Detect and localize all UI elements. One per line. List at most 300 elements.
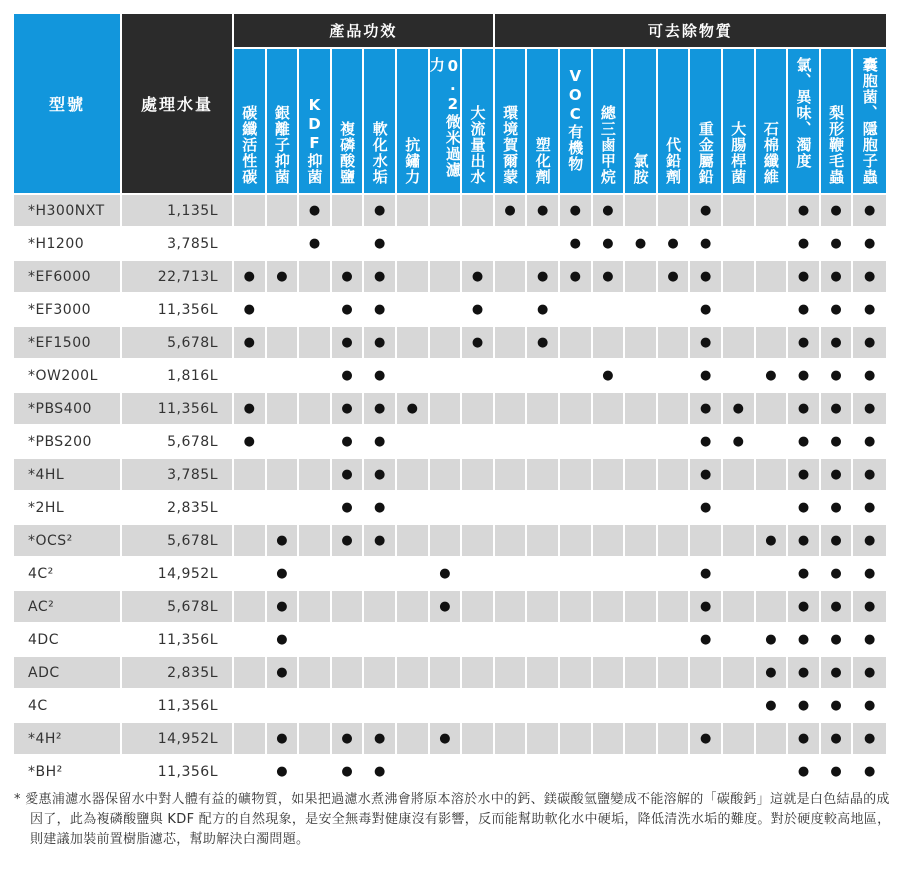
column-header-label: 大流量出水 <box>468 105 487 185</box>
empty-cell <box>397 525 428 556</box>
empty-cell <box>625 261 656 292</box>
feature-dot: ● <box>821 195 852 226</box>
feature-dot: ● <box>364 492 395 523</box>
feature-dot: ● <box>690 360 721 391</box>
empty-cell <box>462 426 493 457</box>
empty-cell <box>495 327 526 358</box>
feature-dot: ● <box>234 294 265 325</box>
empty-cell <box>527 591 558 622</box>
empty-cell <box>299 690 330 721</box>
feature-dot: ● <box>690 261 721 292</box>
empty-cell <box>462 195 493 226</box>
column-header-label: 囊胞菌、隱胞子蟲 <box>860 57 879 185</box>
empty-cell <box>267 195 298 226</box>
empty-cell <box>756 558 787 589</box>
feature-dot: ● <box>560 228 591 259</box>
feature-dot: ● <box>267 756 298 787</box>
column-header <box>821 49 852 193</box>
empty-cell <box>593 756 624 787</box>
empty-cell <box>234 591 265 622</box>
empty-cell <box>593 426 624 457</box>
feature-dot: ● <box>267 657 298 688</box>
feature-dot: ● <box>267 624 298 655</box>
row-model: *PBS200 <box>14 426 120 457</box>
feature-dot: ● <box>690 459 721 490</box>
row-capacity: 11,356L <box>122 393 232 424</box>
feature-dot: ● <box>853 723 886 754</box>
empty-cell <box>560 294 591 325</box>
feature-dot: ● <box>788 393 819 424</box>
feature-dot: ● <box>788 459 819 490</box>
feature-dot: ● <box>690 228 721 259</box>
empty-cell <box>723 558 754 589</box>
empty-cell <box>625 426 656 457</box>
empty-cell <box>430 690 461 721</box>
empty-cell <box>234 195 265 226</box>
feature-dot: ● <box>821 459 852 490</box>
row-model: *OW200L <box>14 360 120 391</box>
feature-dot: ● <box>690 591 721 622</box>
empty-cell <box>658 657 689 688</box>
column-header <box>853 49 886 193</box>
empty-cell <box>593 624 624 655</box>
column-header-label: 複磷酸鹽 <box>338 121 357 185</box>
row-model: *H300NXT <box>14 195 120 226</box>
feature-dot: ● <box>593 261 624 292</box>
empty-cell <box>723 690 754 721</box>
feature-dot: ● <box>821 690 852 721</box>
column-header <box>234 49 265 193</box>
empty-cell <box>593 657 624 688</box>
feature-dot: ● <box>756 360 787 391</box>
feature-dot: ● <box>788 591 819 622</box>
row-model: *H1200 <box>14 228 120 259</box>
empty-cell <box>234 360 265 391</box>
empty-cell <box>625 393 656 424</box>
row-capacity: 5,678L <box>122 591 232 622</box>
empty-cell <box>397 195 428 226</box>
empty-cell <box>397 690 428 721</box>
capacity-header: 處理水量 <box>122 14 232 193</box>
column-header <box>495 49 526 193</box>
feature-dot: ● <box>853 261 886 292</box>
feature-dot: ● <box>332 393 363 424</box>
feature-dot: ● <box>593 195 624 226</box>
feature-dot: ● <box>690 723 721 754</box>
row-model: *4H² <box>14 723 120 754</box>
empty-cell <box>723 492 754 523</box>
feature-dot: ● <box>788 360 819 391</box>
empty-cell <box>299 327 330 358</box>
feature-dot: ● <box>430 723 461 754</box>
feature-dot: ● <box>364 195 395 226</box>
empty-cell <box>430 195 461 226</box>
feature-dot: ● <box>364 360 395 391</box>
feature-dot: ● <box>527 294 558 325</box>
feature-dot: ● <box>788 657 819 688</box>
column-header <box>625 49 656 193</box>
empty-cell <box>658 723 689 754</box>
column-header-label: 代鉛劑 <box>664 137 683 185</box>
feature-dot: ● <box>853 657 886 688</box>
empty-cell <box>625 723 656 754</box>
empty-cell <box>560 591 591 622</box>
empty-cell <box>756 723 787 754</box>
feature-dot: ● <box>853 756 886 787</box>
empty-cell <box>495 261 526 292</box>
empty-cell <box>332 558 363 589</box>
feature-dot: ● <box>495 195 526 226</box>
empty-cell <box>430 294 461 325</box>
feature-dot: ● <box>821 360 852 391</box>
empty-cell <box>332 690 363 721</box>
empty-cell <box>560 690 591 721</box>
feature-dot: ● <box>788 228 819 259</box>
empty-cell <box>397 294 428 325</box>
column-header-label: VOC有機物 <box>566 67 585 172</box>
feature-dot: ● <box>788 294 819 325</box>
empty-cell <box>495 426 526 457</box>
empty-cell <box>625 525 656 556</box>
feature-dot: ● <box>690 426 721 457</box>
empty-cell <box>658 195 689 226</box>
empty-cell <box>495 657 526 688</box>
empty-cell <box>397 558 428 589</box>
empty-cell <box>625 327 656 358</box>
empty-cell <box>267 426 298 457</box>
feature-dot: ● <box>821 624 852 655</box>
empty-cell <box>527 525 558 556</box>
empty-cell <box>332 624 363 655</box>
feature-dot: ● <box>364 756 395 787</box>
empty-cell <box>625 591 656 622</box>
row-model: *OCS² <box>14 525 120 556</box>
empty-cell <box>625 195 656 226</box>
feature-dot: ● <box>853 591 886 622</box>
feature-dot: ● <box>690 624 721 655</box>
empty-cell <box>462 228 493 259</box>
empty-cell <box>593 327 624 358</box>
row-capacity: 5,678L <box>122 327 232 358</box>
empty-cell <box>430 459 461 490</box>
feature-dot: ● <box>821 723 852 754</box>
empty-cell <box>756 426 787 457</box>
empty-cell <box>658 393 689 424</box>
feature-dot: ● <box>234 327 265 358</box>
column-header-label: 氯、異味、濁度 <box>794 57 813 169</box>
empty-cell <box>690 690 721 721</box>
feature-dot: ● <box>332 327 363 358</box>
empty-cell <box>723 327 754 358</box>
feature-dot: ● <box>527 327 558 358</box>
empty-cell <box>723 591 754 622</box>
column-header-label: 銀離子抑菌 <box>272 105 291 185</box>
feature-dot: ● <box>788 690 819 721</box>
column-header <box>397 49 428 193</box>
feature-dot: ● <box>364 426 395 457</box>
empty-cell <box>299 261 330 292</box>
empty-cell <box>658 624 689 655</box>
empty-cell <box>625 690 656 721</box>
feature-dot: ● <box>332 492 363 523</box>
row-model: *EF3000 <box>14 294 120 325</box>
column-header-label: 重金屬鉛 <box>696 121 715 185</box>
empty-cell <box>658 360 689 391</box>
empty-cell <box>625 360 656 391</box>
empty-cell <box>723 294 754 325</box>
empty-cell <box>430 756 461 787</box>
empty-cell <box>462 723 493 754</box>
empty-cell <box>723 624 754 655</box>
feature-dot: ● <box>397 393 428 424</box>
empty-cell <box>593 525 624 556</box>
empty-cell <box>625 558 656 589</box>
empty-cell <box>756 228 787 259</box>
column-header <box>527 49 558 193</box>
empty-cell <box>267 690 298 721</box>
feature-dot: ● <box>821 525 852 556</box>
feature-dot: ● <box>788 756 819 787</box>
feature-dot: ● <box>788 261 819 292</box>
empty-cell <box>527 723 558 754</box>
empty-cell <box>430 393 461 424</box>
empty-cell <box>397 228 428 259</box>
row-capacity: 14,952L <box>122 723 232 754</box>
row-capacity: 5,678L <box>122 525 232 556</box>
empty-cell <box>234 558 265 589</box>
empty-cell <box>299 492 330 523</box>
empty-cell <box>299 393 330 424</box>
feature-dot: ● <box>462 261 493 292</box>
feature-dot: ● <box>364 723 395 754</box>
feature-dot: ● <box>788 624 819 655</box>
empty-cell <box>267 294 298 325</box>
column-header-label: 0.2微米過濾力 <box>427 57 462 178</box>
column-header <box>267 49 298 193</box>
empty-cell <box>593 459 624 490</box>
empty-cell <box>593 294 624 325</box>
empty-cell <box>430 426 461 457</box>
feature-dot: ● <box>234 393 265 424</box>
feature-dot: ● <box>234 261 265 292</box>
empty-cell <box>690 756 721 787</box>
feature-dot: ● <box>853 294 886 325</box>
empty-cell <box>364 690 395 721</box>
empty-cell <box>299 426 330 457</box>
feature-dot: ● <box>332 756 363 787</box>
feature-dot: ● <box>853 360 886 391</box>
feature-dot: ● <box>821 294 852 325</box>
empty-cell <box>332 195 363 226</box>
feature-dot: ● <box>690 393 721 424</box>
empty-cell <box>560 723 591 754</box>
feature-dot: ● <box>756 525 787 556</box>
row-capacity: 3,785L <box>122 459 232 490</box>
feature-dot: ● <box>332 723 363 754</box>
feature-dot: ● <box>821 756 852 787</box>
empty-cell <box>593 591 624 622</box>
feature-dot: ● <box>527 195 558 226</box>
empty-cell <box>560 393 591 424</box>
empty-cell <box>364 657 395 688</box>
empty-cell <box>397 723 428 754</box>
row-capacity: 11,356L <box>122 690 232 721</box>
empty-cell <box>299 558 330 589</box>
feature-dot: ● <box>853 624 886 655</box>
feature-dot: ● <box>821 492 852 523</box>
feature-dot: ● <box>332 525 363 556</box>
empty-cell <box>397 591 428 622</box>
empty-cell <box>756 459 787 490</box>
column-header-label: 氯胺 <box>631 153 650 185</box>
footnote: * 愛惠浦濾水器保留水中對人體有益的礦物質，如果把過濾水煮沸會將原本溶於水中的鈣、鎂碳酸氫鹽變成不能溶解的「碳酸鈣」這就是白色結晶的成因了，此為複磷酸鹽與 KDF 配方的自然現象，是安全無毒對健康沒有影響，反而能幫助軟化水中硬垢，降低清洗水垢的難度。對於硬度較高地區，則建議加裝前置樹脂濾芯，幫助解決白濁問題。 <box>14 792 891 847</box>
row-model: *EF1500 <box>14 327 120 358</box>
empty-cell <box>397 426 428 457</box>
empty-cell <box>299 591 330 622</box>
empty-cell <box>267 393 298 424</box>
empty-cell <box>560 426 591 457</box>
row-model: *BH² <box>14 756 120 787</box>
empty-cell <box>430 228 461 259</box>
column-header <box>788 49 819 193</box>
feature-dot: ● <box>690 195 721 226</box>
empty-cell <box>234 525 265 556</box>
feature-dot: ● <box>364 525 395 556</box>
column-header <box>299 49 330 193</box>
feature-dot: ● <box>690 327 721 358</box>
column-header <box>690 49 721 193</box>
row-capacity: 1,816L <box>122 360 232 391</box>
feature-dot: ● <box>364 261 395 292</box>
empty-cell <box>690 657 721 688</box>
feature-dot: ● <box>560 261 591 292</box>
empty-cell <box>495 360 526 391</box>
feature-dot: ● <box>527 261 558 292</box>
empty-cell <box>527 690 558 721</box>
feature-dot: ● <box>658 261 689 292</box>
feature-dot: ● <box>756 624 787 655</box>
feature-dot: ● <box>723 426 754 457</box>
column-header-label: 抗鏽力 <box>403 137 422 185</box>
empty-cell <box>527 393 558 424</box>
column-header-label: 總三鹵甲烷 <box>598 105 617 185</box>
empty-cell <box>364 558 395 589</box>
feature-dot: ● <box>788 492 819 523</box>
row-model: *4HL <box>14 459 120 490</box>
empty-cell <box>397 360 428 391</box>
empty-cell <box>495 393 526 424</box>
feature-dot: ● <box>853 228 886 259</box>
empty-cell <box>495 459 526 490</box>
empty-cell <box>495 228 526 259</box>
empty-cell <box>299 657 330 688</box>
row-model: *2HL <box>14 492 120 523</box>
empty-cell <box>397 756 428 787</box>
group-header-effects: 產品功效 <box>234 14 493 47</box>
column-header <box>658 49 689 193</box>
empty-cell <box>560 558 591 589</box>
empty-cell <box>397 327 428 358</box>
empty-cell <box>495 492 526 523</box>
feature-dot: ● <box>821 261 852 292</box>
feature-dot: ● <box>364 228 395 259</box>
empty-cell <box>625 657 656 688</box>
empty-cell <box>658 525 689 556</box>
empty-cell <box>234 459 265 490</box>
feature-dot: ● <box>299 228 330 259</box>
empty-cell <box>625 492 656 523</box>
row-capacity: 2,835L <box>122 657 232 688</box>
column-header <box>364 49 395 193</box>
empty-cell <box>625 459 656 490</box>
feature-dot: ● <box>821 591 852 622</box>
empty-cell <box>658 426 689 457</box>
row-capacity: 1,135L <box>122 195 232 226</box>
column-header <box>756 49 787 193</box>
empty-cell <box>527 492 558 523</box>
empty-cell <box>462 657 493 688</box>
feature-dot: ● <box>234 426 265 457</box>
feature-dot: ● <box>267 723 298 754</box>
empty-cell <box>430 327 461 358</box>
empty-cell <box>658 492 689 523</box>
feature-dot: ● <box>267 525 298 556</box>
feature-dot: ● <box>332 426 363 457</box>
empty-cell <box>560 657 591 688</box>
empty-cell <box>332 591 363 622</box>
empty-cell <box>234 228 265 259</box>
empty-cell <box>658 327 689 358</box>
feature-dot: ● <box>332 459 363 490</box>
empty-cell <box>658 591 689 622</box>
feature-dot: ● <box>853 690 886 721</box>
empty-cell <box>756 393 787 424</box>
empty-cell <box>364 624 395 655</box>
feature-dot: ● <box>430 591 461 622</box>
empty-cell <box>267 228 298 259</box>
empty-cell <box>397 657 428 688</box>
empty-cell <box>593 492 624 523</box>
row-capacity: 11,356L <box>122 756 232 787</box>
empty-cell <box>462 525 493 556</box>
empty-cell <box>495 756 526 787</box>
empty-cell <box>495 723 526 754</box>
empty-cell <box>527 360 558 391</box>
empty-cell <box>527 558 558 589</box>
empty-cell <box>299 294 330 325</box>
empty-cell <box>560 756 591 787</box>
empty-cell <box>593 690 624 721</box>
empty-cell <box>723 459 754 490</box>
feature-dot: ● <box>332 360 363 391</box>
empty-cell <box>495 294 526 325</box>
empty-cell <box>495 525 526 556</box>
feature-dot: ● <box>853 426 886 457</box>
row-model: AC² <box>14 591 120 622</box>
empty-cell <box>560 327 591 358</box>
empty-cell <box>527 624 558 655</box>
empty-cell <box>299 360 330 391</box>
feature-dot: ● <box>690 558 721 589</box>
column-header <box>593 49 624 193</box>
row-capacity: 11,356L <box>122 624 232 655</box>
empty-cell <box>430 360 461 391</box>
empty-cell <box>267 360 298 391</box>
row-model: ADC <box>14 657 120 688</box>
empty-cell <box>495 690 526 721</box>
row-capacity: 3,785L <box>122 228 232 259</box>
feature-dot: ● <box>853 327 886 358</box>
